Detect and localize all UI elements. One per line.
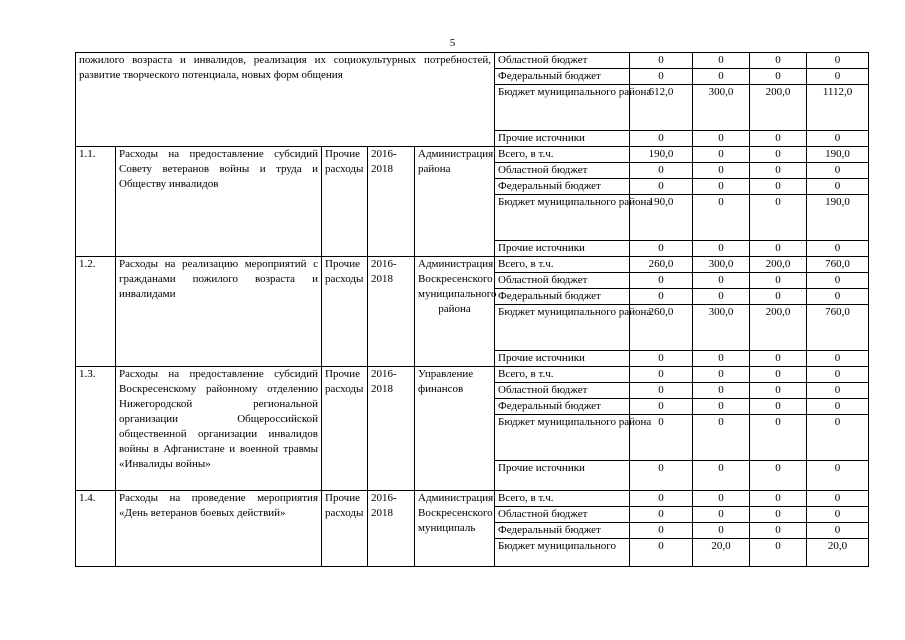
value-total: 0 (807, 241, 869, 257)
item-executor: Администрация Воскресенского муниципального района (415, 257, 495, 367)
value-2017: 0 (693, 383, 750, 399)
value-2016: 0 (630, 539, 693, 567)
value-2017: 0 (693, 147, 750, 163)
source-label: Всего, в т.ч. (495, 491, 630, 507)
value-total: 190,0 (807, 195, 869, 241)
continuation-text: пожилого возраста и инвалидов, реализация их социокультурных потребностей, развитие творческого потенциала, новых форм общения (76, 53, 495, 147)
value-2016: 0 (630, 367, 693, 383)
value-2017: 0 (693, 415, 750, 461)
value-2017: 20,0 (693, 539, 750, 567)
value-2017: 0 (693, 399, 750, 415)
value-2017: 0 (693, 367, 750, 383)
value-2018: 0 (750, 507, 807, 523)
source-label: Всего, в т.ч. (495, 147, 630, 163)
table-row (76, 53, 869, 69)
value-2018: 0 (750, 351, 807, 367)
item-period: 2016-2018 (368, 367, 415, 491)
value-total: 190,0 (807, 147, 869, 163)
item-executor: Администрация района (415, 147, 495, 257)
item-number: 1.4. (76, 491, 116, 567)
value-2017: 0 (693, 53, 750, 69)
value-total: 0 (807, 53, 869, 69)
source-label: Прочие источники (495, 461, 630, 491)
item-period: 2016-2018 (368, 147, 415, 257)
item-name: Расходы на предоставление субсидий Воскресенскому районному отделению Нижегородской региональной организации Общероссийской общественной организации инвалидов войны в Афганистане и военной травмы «Инвалиды войны» (116, 367, 322, 491)
value-2018: 200,0 (750, 85, 807, 131)
value-2016: 260,0 (630, 305, 693, 351)
value-2017: 0 (693, 163, 750, 179)
value-2016: 0 (630, 523, 693, 539)
table-row (76, 147, 869, 163)
value-2017: 0 (693, 131, 750, 147)
value-total: 0 (807, 273, 869, 289)
value-2016: 0 (630, 131, 693, 147)
source-label: Областной бюджет (495, 273, 630, 289)
value-total: 760,0 (807, 257, 869, 273)
source-label: Бюджет муниципального района (495, 305, 630, 351)
value-2018: 0 (750, 273, 807, 289)
value-2017: 0 (693, 491, 750, 507)
source-label: Бюджет муниципального (495, 539, 630, 567)
value-total: 0 (807, 131, 869, 147)
value-2016: 190,0 (630, 195, 693, 241)
value-total: 1112,0 (807, 85, 869, 131)
value-2016: 260,0 (630, 257, 693, 273)
source-label: Областной бюджет (495, 53, 630, 69)
value-2016: 0 (630, 289, 693, 305)
budget-table (75, 52, 869, 567)
table-row (76, 491, 869, 507)
table-row (76, 367, 869, 383)
item-cost-type: Прочие расходы (322, 491, 368, 567)
source-label: Федеральный бюджет (495, 69, 630, 85)
value-2016: 0 (630, 507, 693, 523)
value-total: 0 (807, 179, 869, 195)
value-2017: 0 (693, 241, 750, 257)
value-2017: 300,0 (693, 257, 750, 273)
value-2017: 0 (693, 273, 750, 289)
value-2018: 0 (750, 147, 807, 163)
source-label: Федеральный бюджет (495, 399, 630, 415)
source-label: Бюджет муниципального района (495, 415, 630, 461)
value-2016: 0 (630, 415, 693, 461)
value-2018: 0 (750, 195, 807, 241)
value-2016: 0 (630, 383, 693, 399)
value-total: 760,0 (807, 305, 869, 351)
value-2016: 0 (630, 351, 693, 367)
source-label: Бюджет муниципального района (495, 85, 630, 131)
value-2017: 0 (693, 179, 750, 195)
item-executor: Администрация Воскресенского муниципаль (415, 491, 495, 567)
value-2018: 0 (750, 461, 807, 491)
value-2018: 0 (750, 53, 807, 69)
item-period: 2016-2018 (368, 257, 415, 367)
source-label: Федеральный бюджет (495, 523, 630, 539)
value-2017: 0 (693, 523, 750, 539)
source-label: Областной бюджет (495, 163, 630, 179)
value-total: 0 (807, 383, 869, 399)
value-total: 20,0 (807, 539, 869, 567)
value-total: 0 (807, 69, 869, 85)
value-total: 0 (807, 367, 869, 383)
source-label: Областной бюджет (495, 383, 630, 399)
value-2018: 0 (750, 399, 807, 415)
value-2017: 0 (693, 351, 750, 367)
source-label: Всего, в т.ч. (495, 257, 630, 273)
value-2016: 0 (630, 179, 693, 195)
value-2018: 0 (750, 131, 807, 147)
source-label: Всего, в т.ч. (495, 367, 630, 383)
value-2017: 0 (693, 195, 750, 241)
item-executor: Управление финансов (415, 367, 495, 491)
item-name: Расходы на реализацию мероприятий с гражданами пожилого возраста и инвалидами (116, 257, 322, 367)
value-2018: 0 (750, 179, 807, 195)
value-2018: 0 (750, 415, 807, 461)
value-2017: 300,0 (693, 305, 750, 351)
value-2016: 190,0 (630, 147, 693, 163)
item-number: 1.2. (76, 257, 116, 367)
value-2018: 0 (750, 491, 807, 507)
value-2016: 0 (630, 69, 693, 85)
item-cost-type: Прочие расходы (322, 147, 368, 257)
value-2018: 200,0 (750, 305, 807, 351)
value-2016: 0 (630, 491, 693, 507)
item-period: 2016-2018 (368, 491, 415, 567)
value-2017: 0 (693, 69, 750, 85)
source-label: Прочие источники (495, 351, 630, 367)
value-2016: 0 (630, 399, 693, 415)
item-number: 1.1. (76, 147, 116, 257)
value-total: 0 (807, 507, 869, 523)
value-2017: 0 (693, 507, 750, 523)
value-2018: 0 (750, 289, 807, 305)
item-name: Расходы на проведение мероприятия «День ветеранов боевых действий» (116, 491, 322, 567)
value-total: 0 (807, 399, 869, 415)
value-2018: 0 (750, 163, 807, 179)
value-2017: 0 (693, 461, 750, 491)
value-2018: 0 (750, 523, 807, 539)
value-2018: 0 (750, 367, 807, 383)
source-label: Бюджет муниципального района (495, 195, 630, 241)
source-label: Прочие источники (495, 131, 630, 147)
value-2016: 0 (630, 53, 693, 69)
value-total: 0 (807, 289, 869, 305)
value-2018: 0 (750, 241, 807, 257)
value-2016: 0 (630, 241, 693, 257)
page-number: 5 (449, 37, 456, 49)
value-total: 0 (807, 351, 869, 367)
value-total: 0 (807, 461, 869, 491)
value-2016: 612,0 (630, 85, 693, 131)
item-cost-type: Прочие расходы (322, 257, 368, 367)
source-label: Прочие источники (495, 241, 630, 257)
value-total: 0 (807, 163, 869, 179)
value-2018: 0 (750, 383, 807, 399)
value-2016: 0 (630, 163, 693, 179)
value-total: 0 (807, 415, 869, 461)
value-total: 0 (807, 491, 869, 507)
source-label: Областной бюджет (495, 507, 630, 523)
table-row (76, 257, 869, 273)
source-label: Федеральный бюджет (495, 289, 630, 305)
value-2018: 0 (750, 69, 807, 85)
value-2017: 0 (693, 289, 750, 305)
value-2016: 0 (630, 461, 693, 491)
value-total: 0 (807, 523, 869, 539)
item-name: Расходы на предоставление субсидий Совету ветеранов войны и труда и Обществу инвалидов (116, 147, 322, 257)
value-2018: 0 (750, 539, 807, 567)
value-2018: 200,0 (750, 257, 807, 273)
value-2016: 0 (630, 273, 693, 289)
source-label: Федеральный бюджет (495, 179, 630, 195)
value-2017: 300,0 (693, 85, 750, 131)
item-cost-type: Прочие расходы (322, 367, 368, 491)
item-number: 1.3. (76, 367, 116, 491)
